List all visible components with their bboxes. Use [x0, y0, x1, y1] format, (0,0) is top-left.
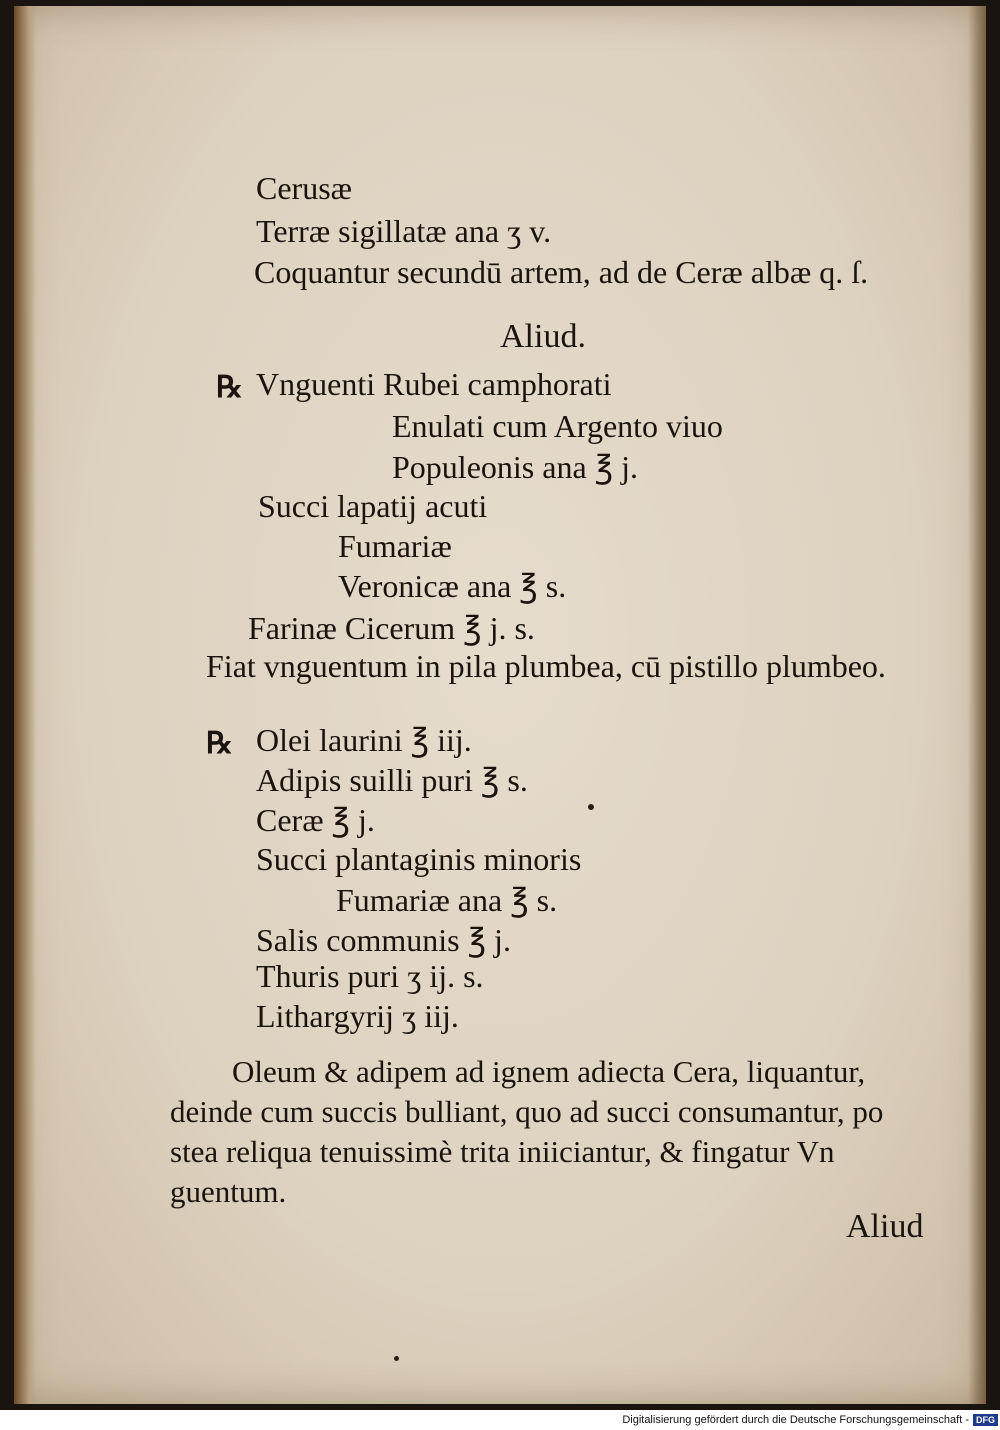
ink-speck [394, 1356, 399, 1361]
paragraph-line: stea reliqua tenuissimè trita iniiciantur, & fingatur Vn [170, 1134, 835, 1169]
text-line: Farinæ Cicerum ℥ j. s. [248, 610, 535, 646]
text-line: Terræ sigillatæ ana ʒ v. [256, 213, 552, 249]
text-line: Veronicæ ana ℥ s. [338, 568, 567, 604]
text-line: Fumariæ ana ℥ s. [336, 882, 558, 918]
paragraph-line: guentum. [170, 1174, 287, 1209]
text-line: Fiat vnguentum in pila plumbea, cū pistillo plumbeo. [206, 648, 886, 684]
text-line: Olei laurini ℥ iij. [256, 722, 472, 758]
footer-text: Digitalisierung gefördert durch die Deutsche Forschungsgemeinschaft - [622, 1414, 969, 1426]
dfg-logo-icon: DFG [973, 1414, 998, 1426]
text-line: Salis communis ℥ j. [256, 922, 511, 958]
recipe-symbol-icon: ℞ [206, 727, 233, 760]
text-line: Succi plantaginis minoris [256, 841, 582, 877]
text-line: Thuris puri ʒ ij. s. [256, 958, 484, 994]
text-line: Succi lapatij acuti [258, 488, 488, 524]
page-spine-shadow [968, 6, 986, 1404]
text-line: Cerusæ [256, 170, 352, 206]
text-line: Ceræ ℥ j. [256, 802, 375, 838]
text-line: Coquantur secundū artem, ad de Ceræ albæ q. ſ. [254, 254, 869, 290]
text-line: Enulati cum Argento viuo [392, 408, 723, 444]
digitization-footer [600, 1413, 998, 1427]
paragraph-line: deinde cum succis bulliant, quo ad succi consumantur, po [170, 1094, 884, 1129]
catchword: Aliud [846, 1208, 924, 1245]
text-line: Adipis suilli puri ℥ s. [256, 762, 528, 798]
text-line: Lithargyrij ʒ iij. [256, 998, 459, 1034]
text-line: Populeonis ana ℥ j. [392, 449, 639, 485]
text-line: Fumariæ [338, 528, 452, 564]
recipe-symbol-icon: ℞ [216, 371, 243, 404]
text-line: Vnguenti Rubei camphorati [256, 366, 612, 402]
section-heading: Aliud. [500, 318, 586, 355]
page-edge [14, 6, 36, 1404]
ink-speck [588, 804, 594, 810]
paragraph-line: Oleum & adipem ad ignem adiecta Cera, liquantur, [232, 1054, 866, 1089]
